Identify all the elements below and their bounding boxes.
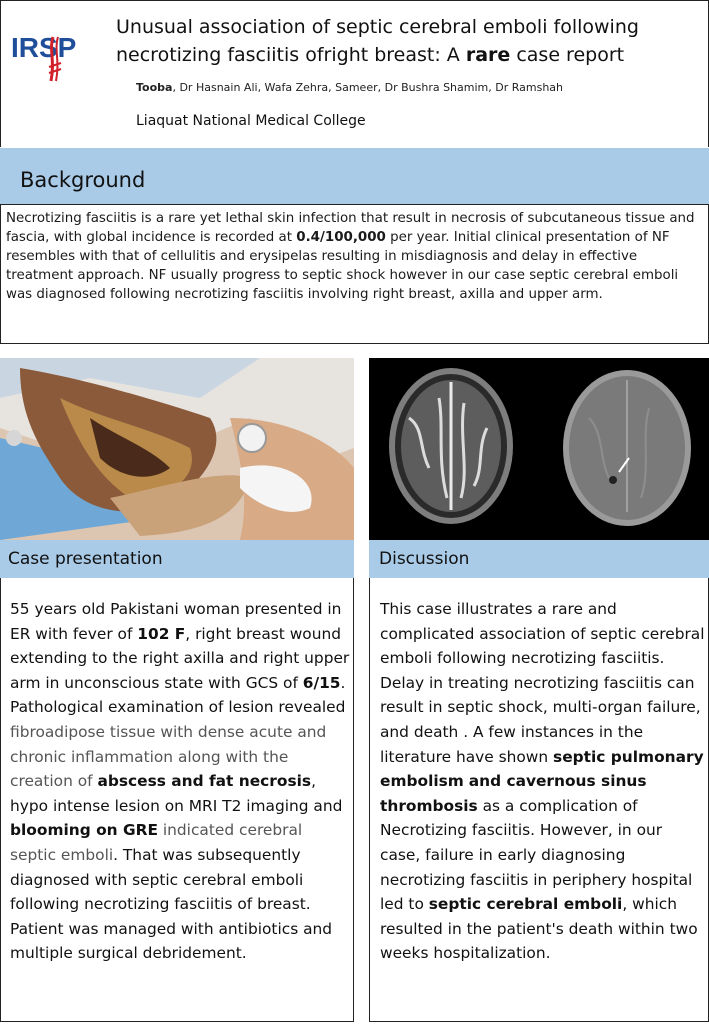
logo-text: IRSP bbox=[11, 32, 77, 63]
background-heading: Background bbox=[20, 168, 146, 192]
case-presentation-heading: Case presentation bbox=[0, 540, 354, 578]
background-text: Necrotizing fasciitis is a rare yet lethal skin infection that result in necrosis of subcutaneous tissue and fascia, with global incidence is recorded at 0.4/100,000 per year. Initial clinical presentation of NF resembles with that of cellulitis and erysipelas resulting in misdiagnosis and delay in effective treatment approach. NF usually progress to septic shock however in our case septic cerebral emboli was diagnosed following necrotizing fasciitis involving right breast, axilla and upper arm. bbox=[6, 211, 695, 302]
discussion-text: This case illustrates a rare and complicated association of septic cerebral emboli following necrotizing fasciitis. Delay in treating necrotizing fasciitis can result in septic shock, multi-organ failure, and death . A few instances in the literature have shown septic pulmonary embolism and cavernous sinus thrombosis as a complication of Necrotizing fasciitis. However, in our case, failure in early diagnosing necrotizing fasciitis in periphery hospital led to septic cerebral emboli, which resulted in the patient's death within two weeks hospitalization. bbox=[380, 600, 705, 963]
poster-title: Unusual association of septic cerebral emboli following necrotizing fasciitis ofright breast: A rare case report bbox=[116, 16, 639, 66]
discussion-heading: Discussion bbox=[369, 540, 709, 578]
author-list: Tooba, Dr Hasnain Ali, Wafa Zehra, Sameer, Dr Bushra Shamim, Dr Ramshah bbox=[136, 81, 564, 94]
poster-header bbox=[0, 0, 709, 147]
institution: Liaquat National Medical College bbox=[136, 113, 366, 129]
case-presentation-text: 55 years old Pakistani woman presented in ER with fever of 102 F, right breast wound extending to the right axilla and right upper arm in unconscious state with GCS of 6/15. Pathological examination of lesion revealed fibroadipose tissue with dense acute and chronic inflammation along with the creation of abscess and fat necrosis, hypo intense lesion on MRI T2 imaging and blooming on GRE indicated cerebral septic emboli. That was subsequently diagnosed with septic cerebral emboli following necrotizing fasciitis of breast. Patient was managed with antibiotics and multiple surgical debridement. bbox=[10, 600, 350, 963]
irsp-logo bbox=[9, 23, 89, 85]
mri-images bbox=[369, 358, 709, 540]
clinical-photo bbox=[0, 358, 354, 540]
